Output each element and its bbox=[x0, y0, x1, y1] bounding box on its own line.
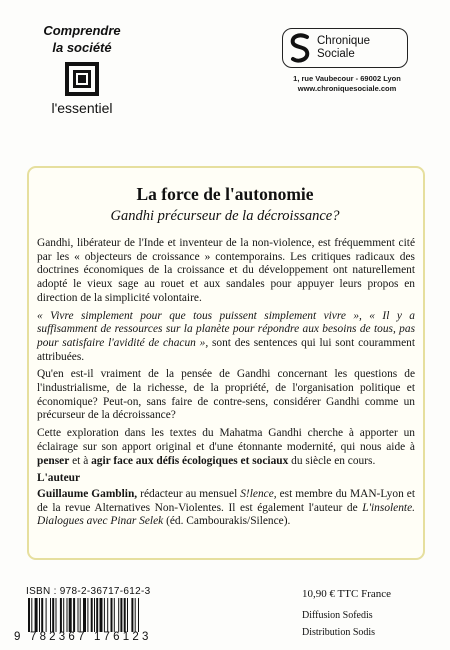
summary-paragraph-3: Qu'en est-il vraiment de la pensée de Gandhi concernant les questions de l'industrialisme, de la richesse, de la propriété, de l'organisation politique et économique? Peut-on, sans faire de contre-sens, considérer Gandhi comme un précurseur de la décroissance? bbox=[37, 368, 415, 422]
gandhi-quotes: « Vivre simplement pour que tous puissent simplement vivre », « Il y a suffisamment de ressources sur la planète pour répondre aux besoins de tous, pas pour satisfaire l'avidité de chacun », bbox=[37, 309, 415, 349]
publisher-block bbox=[272, 28, 412, 94]
summary-text bbox=[37, 237, 415, 533]
publisher-address: 1, rue Vaubecour - 69002 Lyon bbox=[293, 74, 401, 83]
price: 10,90 € TTC France bbox=[302, 588, 392, 600]
publisher-mark-icon bbox=[289, 33, 311, 63]
publisher-website: www.chroniquesociale.com bbox=[297, 84, 397, 93]
author-name: Guillaume Gamblin, bbox=[37, 487, 138, 500]
isbn-label: ISBN : 978-2-36717-612-3 bbox=[26, 586, 151, 597]
author-bio-part-2: est membre du MAN-Lyon et de la revue Alternatives Non-Violentes. Il est également l'auteur de bbox=[37, 487, 415, 514]
book-title: La force de l'autonomie bbox=[136, 184, 314, 204]
p4-bold-penser: penser bbox=[37, 454, 70, 467]
diffusion-label: Diffusion Sofedis bbox=[302, 610, 373, 621]
publisher-name-line-2: Sociale bbox=[317, 48, 355, 60]
series-block bbox=[22, 22, 142, 116]
publisher-name-line-1: Chronique bbox=[317, 35, 371, 47]
p4-part-e: du siècle en cours. bbox=[288, 454, 376, 467]
publisher-logo bbox=[282, 28, 408, 68]
summary-paragraph-4 bbox=[37, 427, 415, 468]
distribution-label: Distribution Sodis bbox=[302, 627, 376, 638]
series-line-1: Comprendre bbox=[43, 23, 121, 38]
author-book: L'insolente. Dialogues avec Pinar Selek bbox=[37, 501, 415, 528]
p4-bold-agir: agir face aux défis écologiques et sociaux bbox=[91, 454, 289, 467]
summary-paragraph-2 bbox=[37, 310, 415, 365]
author-bio bbox=[37, 488, 415, 529]
summary-paragraph-1: Gandhi, libérateur de l'Inde et inventeur de la non-violence, est fréquemment cité par les « objecteurs de croissance » contemporains. Les critiques radicaux des doctrines économiques de la croissance et du développement ont naturellement adopté le vieux sage au rouet et aux sandales pour appuyer leurs propos en direction de la simplicité volontaire. bbox=[37, 237, 415, 304]
barcode-digits: 9 782367 176123 bbox=[14, 631, 152, 643]
series-logo-icon bbox=[65, 62, 99, 96]
summary-paragraph-2-rest: sont des sentences qui lui sont couramment attribuées. bbox=[37, 336, 415, 363]
barcode bbox=[26, 598, 178, 632]
author-bio-part-3: (éd. Cambourakis/Silence). bbox=[163, 515, 291, 528]
author-magazine: S!lence, bbox=[240, 487, 277, 500]
book-subtitle: Gandhi précurseur de la décroissance? bbox=[110, 208, 340, 224]
author-heading: L'auteur bbox=[37, 472, 81, 485]
series-line-2: la société bbox=[52, 40, 112, 55]
author-bio-part-1: rédacteur au mensuel bbox=[137, 487, 241, 500]
p4-part-c: et à bbox=[69, 454, 92, 467]
series-name: l'essentiel bbox=[51, 100, 113, 116]
p4-part-a: Cette exploration dans les textes du Mahatma Gandhi cherche à apporter un éclairage sur son apport original et d'une étonnante modernité, qui nous aide à bbox=[37, 427, 415, 453]
